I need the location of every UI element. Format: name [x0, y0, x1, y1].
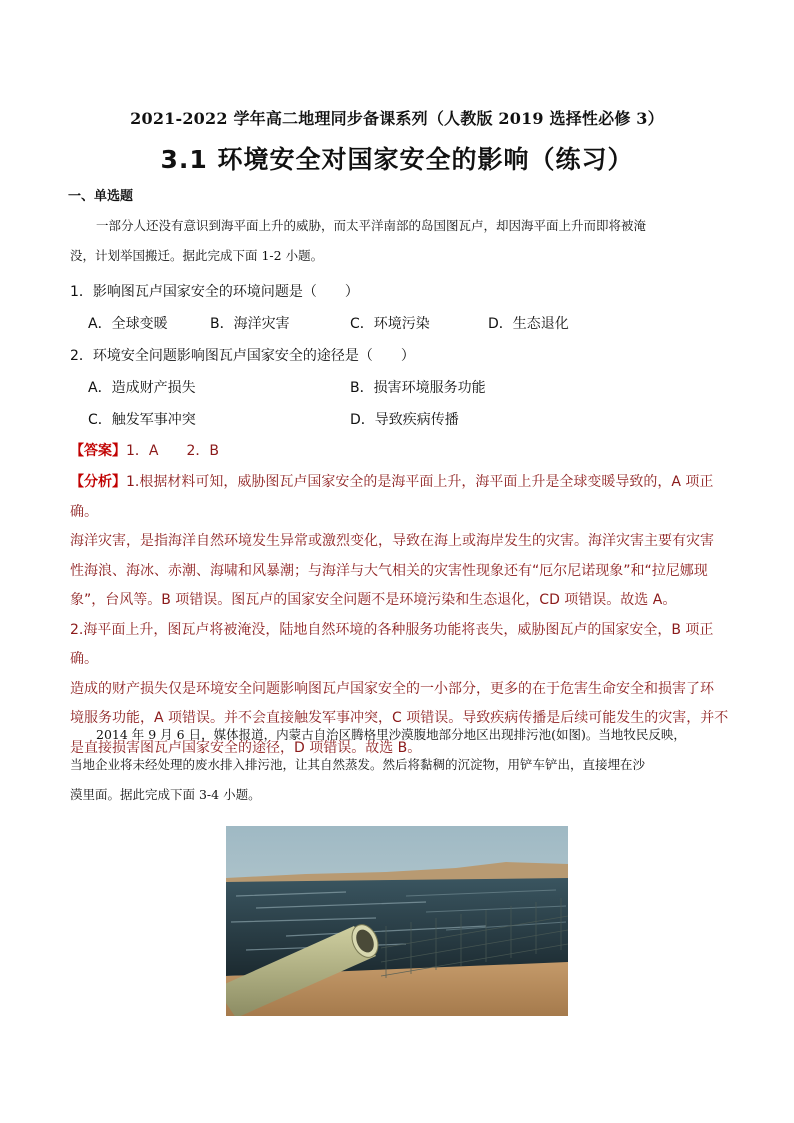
question-1-stem: 1．影响图瓦卢国家安全的环境问题是（ ） — [70, 284, 359, 300]
q2-option-a: A．造成财产损失 — [88, 380, 196, 396]
analysis-line: 海洋灾害，是指海洋自然环境发生异常或激烈变化，导致在海上或海岸发生的灾害。海洋灾害主要有灾害 — [70, 533, 714, 549]
passage-2-line-1: 2014 年 9 月 6 日，媒体报道，内蒙古自治区腾格里沙漠腹地部分地区出现排污池(如图)。当地牧民反映， — [96, 727, 686, 742]
analysis-line: 2.海平面上升，图瓦卢将被淹没，陆地自然环境的各种服务功能将丧失，威胁图瓦卢的国家安全，B 项正确。 — [70, 621, 714, 667]
q2-option-d: D．导致疾病传播 — [350, 412, 459, 428]
answer-tag: 【答案】 — [70, 443, 126, 459]
answer-block — [70, 440, 219, 460]
section-label: 一、单选题 — [68, 189, 134, 204]
analysis-line: 【分析】1.根据材料可知，威胁图瓦卢国家安全的是海平面上升，海平面上升是全球变暖导致的，A 项正确。 — [70, 474, 714, 520]
q2-option-c: C．触发军事冲突 — [88, 412, 196, 428]
analysis-line: 象”，台风等。B 项错误。图瓦卢的国家安全问题不是环境污染和生态退化，CD 项错误。故选 A。 — [70, 592, 677, 608]
page-title: 3.1 环境安全对国家安全的影响（练习） — [160, 145, 634, 174]
passage-1-line-2: 没，计划举国搬迁。据此完成下面 1-2 小题。 — [70, 248, 324, 263]
passage-2 — [70, 720, 730, 810]
q1-option-d: D．生态退化 — [488, 316, 569, 332]
passage-2-line-3: 漠里面。据此完成下面 3-4 小题。 — [70, 787, 261, 802]
question-2-stem: 2．环境安全问题影响图瓦卢国家安全的途径是（ ） — [70, 348, 415, 364]
q1-option-c: C．环境污染 — [350, 316, 430, 332]
series-heading: 2021-2022 学年高二地理同步备课系列（人教版 2019 选择性必修 3） — [130, 109, 664, 128]
analysis-block — [70, 468, 730, 763]
q1-option-b: B．海洋灾害 — [210, 316, 290, 332]
analysis-line: 性海浪、海冰、赤潮、海啸和风暴潮；与海洋与大气相关的灾害性现象还有“厄尔尼诺现象”和“拉尼娜现 — [70, 562, 708, 579]
passage-1-line-1: 一部分人还没有意识到海平面上升的威胁，而太平洋南部的岛国图瓦卢，却因海平面上升而即将被淹 — [96, 218, 647, 233]
passage-1 — [70, 211, 730, 271]
q1-option-a: A．全球变暖 — [88, 316, 168, 332]
analysis-line: 是直接损害图瓦卢国家安全的途径，D 项错误。故选 B。 — [70, 739, 422, 756]
analysis-tag: 【分析】 — [70, 474, 126, 490]
answer-text: 1．A 2．B — [126, 443, 219, 459]
analysis-line: 造成的财产损失仅是环境安全问题影响图瓦卢国家安全的一小部分，更多的在于危害生命安全和损害了环 — [70, 680, 714, 697]
passage-2-line-2: 当地企业将未经处理的废水排入排污池，让其自然蒸发。然后将黏稠的沉淀物，用铲车铲出，直接埋在沙 — [70, 757, 646, 772]
q2-option-b: B．损害环境服务功能 — [350, 380, 486, 396]
analysis-line: 境服务功能，A 项错误。并不会直接触发军事冲突，C 项错误。导致疾病传播是后续可能发生的灾害，并不 — [70, 710, 729, 726]
sewage-pond-photo — [226, 826, 568, 1016]
